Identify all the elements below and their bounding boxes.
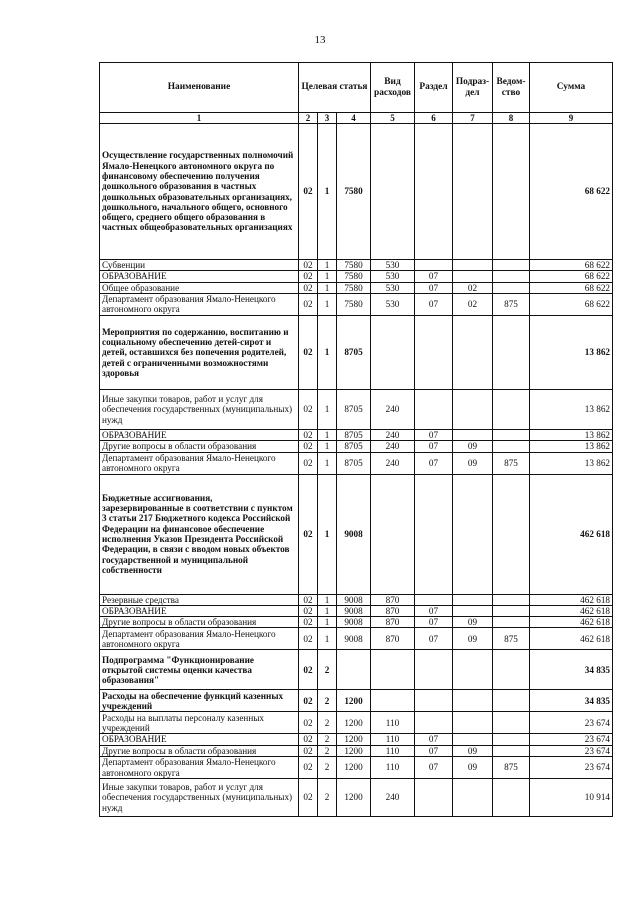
row-code-cell: 1 (318, 282, 337, 293)
row-code-cell: 1 (318, 441, 337, 452)
row-code-cell (415, 389, 453, 429)
table-row (100, 315, 613, 389)
header-summa: Сумма (530, 63, 613, 113)
row-code-cell: 02 (299, 594, 318, 605)
row-code-cell: 240 (371, 429, 415, 440)
table-row (100, 650, 613, 690)
row-code-cell: 09 (453, 628, 493, 650)
table-row (100, 628, 613, 650)
row-name-cell: Департамент образования Ямало-Ненецкого автономного округа (100, 757, 299, 779)
row-code-cell (415, 594, 453, 605)
row-code-cell (415, 474, 453, 594)
row-code-cell (453, 690, 493, 712)
row-code-cell (453, 315, 493, 389)
row-name-cell: Департамент образования Ямало-Ненецкого автономного округа (100, 628, 299, 650)
row-code-cell: 02 (453, 282, 493, 293)
row-code-cell: 02 (299, 628, 318, 650)
row-sum-cell: 68 622 (530, 293, 613, 315)
row-code-cell (453, 594, 493, 605)
table-row (100, 452, 613, 474)
row-code-cell: 875 (493, 293, 530, 315)
row-code-cell (371, 690, 415, 712)
row-code-cell (453, 271, 493, 282)
row-name-cell: Осуществление государственных полномочий Ямало-Ненецкого автономного округа по финансовому обеспечению получения дошкольного образования в частных дошкольных образовательных организациях, дошкольного, начального общего, основного общего, среднего общего образования в частных общеобразовательных организациях (100, 124, 299, 260)
row-code-cell: 02 (299, 293, 318, 315)
row-code-cell: 02 (299, 271, 318, 282)
row-code-cell: 870 (371, 617, 415, 628)
row-code-cell: 240 (371, 441, 415, 452)
row-code-cell (453, 779, 493, 817)
row-code-cell: 7580 (337, 293, 371, 315)
row-code-cell: 530 (371, 271, 415, 282)
row-code-cell (493, 124, 530, 260)
row-code-cell: 07 (415, 429, 453, 440)
row-code-cell: 07 (415, 441, 453, 452)
row-code-cell: 09 (453, 617, 493, 628)
row-code-cell: 02 (299, 441, 318, 452)
row-code-cell (337, 650, 371, 690)
row-code-cell: 9008 (337, 474, 371, 594)
row-code-cell: 02 (299, 757, 318, 779)
row-code-cell: 07 (415, 293, 453, 315)
row-name-cell: ОБРАЗОВАНИЕ (100, 734, 299, 745)
row-code-cell (371, 474, 415, 594)
row-code-cell: 9008 (337, 617, 371, 628)
header-vedomstvo: Ведом-ство (493, 63, 530, 113)
header-number: 8 (493, 113, 530, 124)
row-code-cell (415, 650, 453, 690)
table-row (100, 124, 613, 260)
row-code-cell: 1 (318, 389, 337, 429)
row-sum-cell: 34 835 (530, 650, 613, 690)
row-code-cell: 02 (453, 293, 493, 315)
row-code-cell (453, 734, 493, 745)
row-name-cell: Расходы на выплаты персоналу казенных учреждений (100, 712, 299, 734)
header-vid: Вид расходов (371, 63, 415, 113)
table-row (100, 260, 613, 271)
row-code-cell: 110 (371, 745, 415, 756)
row-code-cell (453, 712, 493, 734)
row-code-cell: 1 (318, 594, 337, 605)
row-code-cell: 02 (299, 315, 318, 389)
row-sum-cell: 23 674 (530, 734, 613, 745)
row-code-cell: 09 (453, 757, 493, 779)
row-code-cell: 1 (318, 429, 337, 440)
row-sum-cell: 68 622 (530, 282, 613, 293)
header-number: 7 (453, 113, 493, 124)
row-code-cell: 07 (415, 271, 453, 282)
row-sum-cell: 23 674 (530, 757, 613, 779)
row-code-cell: 2 (318, 690, 337, 712)
row-code-cell (493, 734, 530, 745)
row-code-cell: 1 (318, 260, 337, 271)
row-sum-cell: 34 835 (530, 690, 613, 712)
header-target: Целевая статья (299, 63, 371, 113)
header-row (100, 63, 613, 113)
table-row (100, 594, 613, 605)
table-row (100, 271, 613, 282)
row-code-cell: 02 (299, 474, 318, 594)
table-row (100, 712, 613, 734)
row-sum-cell: 13 862 (530, 315, 613, 389)
row-code-cell: 1 (318, 617, 337, 628)
row-code-cell: 2 (318, 650, 337, 690)
row-sum-cell: 462 618 (530, 594, 613, 605)
row-code-cell (453, 260, 493, 271)
row-sum-cell: 462 618 (530, 617, 613, 628)
table-row (100, 282, 613, 293)
row-code-cell: 9008 (337, 605, 371, 616)
table-row (100, 605, 613, 616)
row-code-cell: 2 (318, 712, 337, 734)
row-code-cell: 07 (415, 628, 453, 650)
row-code-cell: 110 (371, 712, 415, 734)
row-sum-cell: 13 862 (530, 429, 613, 440)
row-code-cell (371, 650, 415, 690)
row-code-cell: 07 (415, 745, 453, 756)
row-sum-cell: 10 914 (530, 779, 613, 817)
row-code-cell: 1200 (337, 779, 371, 817)
row-name-cell: Департамент образования Ямало-Ненецкого автономного округа (100, 452, 299, 474)
row-code-cell (453, 605, 493, 616)
row-code-cell (493, 594, 530, 605)
table-row (100, 734, 613, 745)
header-number: 6 (415, 113, 453, 124)
row-code-cell (493, 429, 530, 440)
row-code-cell: 02 (299, 617, 318, 628)
row-code-cell: 1200 (337, 712, 371, 734)
header-number: 2 (299, 113, 318, 124)
row-code-cell: 02 (299, 712, 318, 734)
row-code-cell: 9008 (337, 594, 371, 605)
row-sum-cell: 13 862 (530, 441, 613, 452)
row-code-cell (453, 124, 493, 260)
row-code-cell: 8705 (337, 389, 371, 429)
row-name-cell: ОБРАЗОВАНИЕ (100, 605, 299, 616)
row-code-cell: 1200 (337, 745, 371, 756)
row-code-cell: 07 (415, 452, 453, 474)
header-number: 1 (100, 113, 299, 124)
row-code-cell: 1 (318, 452, 337, 474)
table-row (100, 745, 613, 756)
row-code-cell: 7580 (337, 260, 371, 271)
row-code-cell (493, 745, 530, 756)
row-code-cell: 7580 (337, 124, 371, 260)
table-row (100, 441, 613, 452)
row-code-cell: 530 (371, 282, 415, 293)
row-name-cell: ОБРАЗОВАНИЕ (100, 429, 299, 440)
row-code-cell (493, 315, 530, 389)
table-row (100, 757, 613, 779)
row-code-cell: 875 (493, 452, 530, 474)
row-code-cell: 1 (318, 124, 337, 260)
row-sum-cell: 462 618 (530, 605, 613, 616)
row-code-cell: 02 (299, 429, 318, 440)
row-code-cell: 1200 (337, 734, 371, 745)
row-code-cell (453, 389, 493, 429)
row-code-cell: 8705 (337, 315, 371, 389)
row-code-cell (415, 315, 453, 389)
row-code-cell: 02 (299, 779, 318, 817)
row-code-cell (493, 260, 530, 271)
row-code-cell: 1 (318, 474, 337, 594)
header-name: Наименование (100, 63, 299, 113)
row-code-cell: 8705 (337, 441, 371, 452)
row-code-cell: 02 (299, 650, 318, 690)
row-code-cell (493, 282, 530, 293)
row-code-cell (453, 474, 493, 594)
header-number-row (100, 113, 613, 124)
row-code-cell (415, 124, 453, 260)
row-code-cell: 870 (371, 628, 415, 650)
row-code-cell (493, 605, 530, 616)
row-code-cell: 1200 (337, 690, 371, 712)
row-code-cell: 1 (318, 628, 337, 650)
row-code-cell: 240 (371, 779, 415, 817)
row-code-cell: 07 (415, 282, 453, 293)
row-code-cell: 2 (318, 734, 337, 745)
row-code-cell (493, 389, 530, 429)
row-code-cell: 1 (318, 293, 337, 315)
row-name-cell: Департамент образования Ямало-Ненецкого автономного округа (100, 293, 299, 315)
row-code-cell: 07 (415, 605, 453, 616)
row-name-cell: Иные закупки товаров, работ и услуг для обеспечения государственных (муниципальных) нужд (100, 389, 299, 429)
row-code-cell (493, 650, 530, 690)
row-code-cell (493, 712, 530, 734)
row-sum-cell: 68 622 (530, 124, 613, 260)
header-number: 3 (318, 113, 337, 124)
row-code-cell: 1 (318, 315, 337, 389)
row-code-cell (453, 429, 493, 440)
row-code-cell: 2 (318, 779, 337, 817)
row-code-cell (415, 779, 453, 817)
table-row (100, 293, 613, 315)
row-name-cell: Подпрограмма "Функционирование открытой системы оценки качества образования" (100, 650, 299, 690)
row-code-cell (415, 712, 453, 734)
row-code-cell: 8705 (337, 429, 371, 440)
row-name-cell: Мероприятия по содержанию, воспитанию и социальному обеспечению детей-сирот и детей, оставшихся без попечения родителей, детей с ограниченными возможностями здоровья (100, 315, 299, 389)
table-row (100, 429, 613, 440)
row-code-cell (493, 617, 530, 628)
row-code-cell: 110 (371, 757, 415, 779)
header-number: 5 (371, 113, 415, 124)
row-sum-cell: 23 674 (530, 712, 613, 734)
row-sum-cell: 462 618 (530, 474, 613, 594)
table-row (100, 389, 613, 429)
row-code-cell: 1 (318, 271, 337, 282)
row-code-cell: 02 (299, 389, 318, 429)
row-code-cell: 7580 (337, 282, 371, 293)
row-code-cell: 9008 (337, 628, 371, 650)
row-sum-cell: 13 862 (530, 452, 613, 474)
row-code-cell: 02 (299, 282, 318, 293)
row-name-cell: Другие вопросы в области образования (100, 745, 299, 756)
header-podrazdel: Подраз-дел (453, 63, 493, 113)
row-code-cell: 875 (493, 628, 530, 650)
row-code-cell (453, 650, 493, 690)
row-sum-cell: 13 862 (530, 389, 613, 429)
row-code-cell: 07 (415, 757, 453, 779)
row-code-cell: 870 (371, 594, 415, 605)
row-code-cell (493, 474, 530, 594)
table-row (100, 617, 613, 628)
row-code-cell: 09 (453, 745, 493, 756)
row-code-cell: 1 (318, 605, 337, 616)
row-code-cell (415, 690, 453, 712)
header-razdel: Раздел (415, 63, 453, 113)
row-name-cell: Общее образование (100, 282, 299, 293)
row-name-cell: Иные закупки товаров, работ и услуг для обеспечения государственных (муниципальных) нужд (100, 779, 299, 817)
row-code-cell: 07 (415, 617, 453, 628)
row-sum-cell: 23 674 (530, 745, 613, 756)
row-code-cell: 02 (299, 452, 318, 474)
row-code-cell: 7580 (337, 271, 371, 282)
row-name-cell: Другие вопросы в области образования (100, 441, 299, 452)
row-code-cell (371, 315, 415, 389)
row-code-cell: 8705 (337, 452, 371, 474)
row-code-cell: 530 (371, 293, 415, 315)
header-number: 4 (337, 113, 371, 124)
page-number: 13 (314, 34, 326, 46)
row-code-cell: 1200 (337, 757, 371, 779)
row-code-cell (415, 260, 453, 271)
row-code-cell: 2 (318, 757, 337, 779)
row-code-cell (493, 271, 530, 282)
row-sum-cell: 462 618 (530, 628, 613, 650)
row-code-cell (371, 124, 415, 260)
row-name-cell: Другие вопросы в области образования (100, 617, 299, 628)
header-number: 9 (530, 113, 613, 124)
row-code-cell: 530 (371, 260, 415, 271)
table-row (100, 690, 613, 712)
row-sum-cell: 68 622 (530, 271, 613, 282)
row-code-cell (493, 690, 530, 712)
row-code-cell: 2 (318, 745, 337, 756)
row-name-cell: Бюджетные ассигнования, зарезервированные в соответствии с пунктом 3 статьи 217 Бюджетного кодекса Российской Федерации на финансовое обеспечение исполнения Указов Президента Российской Федерации, в связи с вводом новых объектов государственной и муниципальной собственности (100, 474, 299, 594)
row-code-cell (493, 779, 530, 817)
row-code-cell: 09 (453, 441, 493, 452)
row-code-cell: 07 (415, 734, 453, 745)
row-code-cell: 02 (299, 260, 318, 271)
row-name-cell: Расходы на обеспечение функций казенных учреждений (100, 690, 299, 712)
row-code-cell: 240 (371, 389, 415, 429)
row-sum-cell: 68 622 (530, 260, 613, 271)
table-row (100, 779, 613, 817)
row-name-cell: Резервные средства (100, 594, 299, 605)
row-code-cell: 110 (371, 734, 415, 745)
row-code-cell (493, 441, 530, 452)
row-code-cell: 02 (299, 605, 318, 616)
row-code-cell: 09 (453, 452, 493, 474)
row-code-cell: 02 (299, 124, 318, 260)
row-name-cell: ОБРАЗОВАНИЕ (100, 271, 299, 282)
row-code-cell: 875 (493, 757, 530, 779)
row-code-cell: 02 (299, 734, 318, 745)
table-row (100, 474, 613, 594)
row-code-cell: 02 (299, 690, 318, 712)
row-name-cell: Субвенции (100, 260, 299, 271)
row-code-cell: 870 (371, 605, 415, 616)
row-code-cell: 240 (371, 452, 415, 474)
budget-table (99, 62, 613, 817)
row-code-cell: 02 (299, 745, 318, 756)
